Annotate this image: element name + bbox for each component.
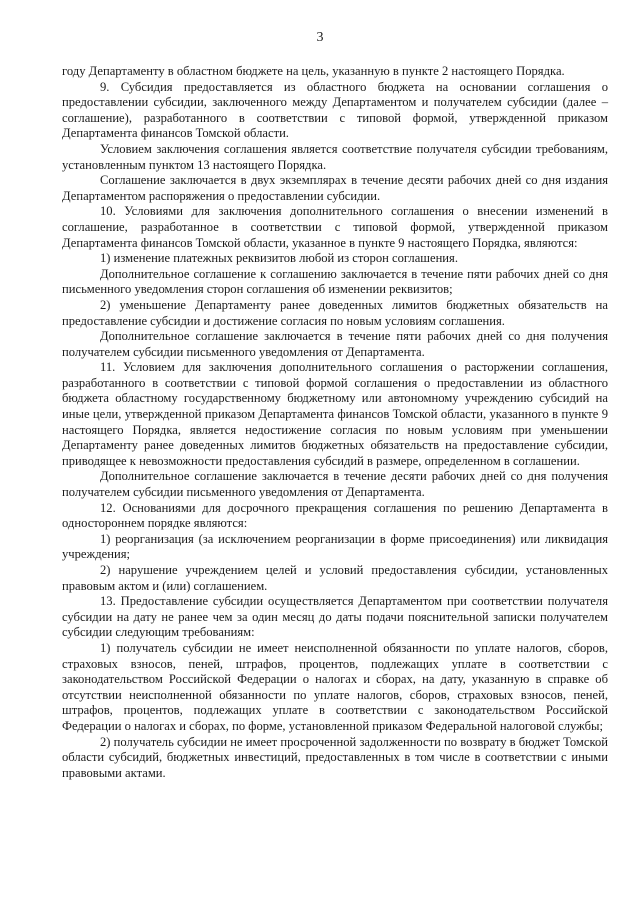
- paragraph-item-9: 9. Субсидия предоставляется из областного бюджета на основании соглашения о предоставлении субсидии, заключенного между Департаментом и получателем субсидии (далее – соглашение), разработанного в соответствии с типовой формой, утвержденной приказом Департамента финансов Томской области.: [62, 79, 608, 141]
- paragraph-item-10-1-term: Дополнительное соглашение к соглашению заключается в течение пяти рабочих дней со дня письменного уведомления сторон соглашения об изменении реквизитов;: [62, 266, 608, 297]
- paragraph-item-11: 11. Условием для заключения дополнительного соглашения о расторжении соглашения, разработанного в соответствии с типовой формой соглашения о предоставлении из областного бюджета областному государственному бюджетному или автономному учреждению субсидий на иные цели, утвержденной приказом Департамента финансов Томской области, указанного в пункте 9 настоящего Порядка, является недостижение согласия по новым условиям при уменьшении Департаменту ранее доведенных лимитов бюджетных обязательств на предоставление субсидии, приводящее к невозможности предоставления субсидий в размере, определенном в соглашении.: [62, 360, 608, 468]
- paragraph-condition: Условием заключения соглашения является соответствие получателя субсидии требованиям, установленным пунктом 13 настоящего Порядка.: [62, 141, 608, 172]
- paragraph-item-13-1: 1) получатель субсидии не имеет неисполненной обязанности по уплате налогов, сборов, страховых взносов, пеней, штрафов, процентов, подлежащих уплате в соответствии с законодательством Российской Федерации о налогах и сборах, на дату, указанную в справке об отсутствии неисполненной обязанности по уплате налогов, сборов, страховых взносов, пеней, штрафов, процентов, подлежащих уплате в соответствии с законодательством Российской Федерации о налогах и сборах, по форме, установленной приказом Федеральной налоговой службы;: [62, 640, 608, 733]
- paragraph-item-12-1: 1) реорганизация (за исключением реорганизации в форме присоединения) или ликвидация учреждения;: [62, 531, 608, 562]
- paragraph-agreement-term: Соглашение заключается в двух экземплярах в течение десяти рабочих дней со дня издания Департаментом распоряжения о предоставлении субсидии.: [62, 173, 608, 203]
- paragraph-item-12: 12. Основаниями для досрочного прекращения соглашения по решению Департамента в одностороннем порядке являются:: [62, 500, 608, 531]
- paragraph-item-10-2: 2) уменьшение Департаменту ранее доведенных лимитов бюджетных обязательств на предоставление субсидии и достижение согласия по новым условиям соглашения.: [62, 297, 608, 328]
- paragraph-item-10-2-term: Дополнительное соглашение заключается в течение пяти рабочих дней со дня получения получателем субсидии письменного уведомления от Департамента.: [62, 329, 608, 359]
- paragraph-item-12-2: 2) нарушение учреждением целей и условий предоставления субсидии, установленных правовым актом и (или) соглашением.: [62, 563, 608, 593]
- paragraph-item-10: 10. Условиями для заключения дополнительного соглашения о внесении изменений в соглашение, разработанное в соответствии с типовой формой, утвержденной приказом Департамента финансов Томской области, указанное в пункте 9 настоящего Порядка, являются:: [62, 204, 608, 250]
- paragraph-continuation: году Департаменту в областном бюджете на цель, указанную в пункте 2 настоящего Порядка.: [62, 64, 565, 78]
- page-number: 3: [316, 30, 324, 45]
- paragraph-item-10-1: 1) изменение платежных реквизитов любой из сторон соглашения.: [100, 251, 458, 266]
- paragraph-item-11-term: Дополнительное соглашение заключается в течение десяти рабочих дней со дня получения получателем субсидии письменного уведомления от Департамента.: [62, 469, 608, 500]
- paragraph-item-13: 13. Предоставление субсидии осуществляется Департаментом при соответствии получателя субсидии на дату не ранее чем за один месяц до даты подачи пояснительной записки получателем субсидии следующим требованиям:: [62, 594, 608, 640]
- document-body: [62, 64, 608, 781]
- paragraph-item-13-2: 2) получатель субсидии не имеет просроченной задолженности по возврату в бюджет Томской области субсидий, бюджетных инвестиций, предоставленных в том числе в соответствии с иными правовыми актами.: [62, 734, 608, 780]
